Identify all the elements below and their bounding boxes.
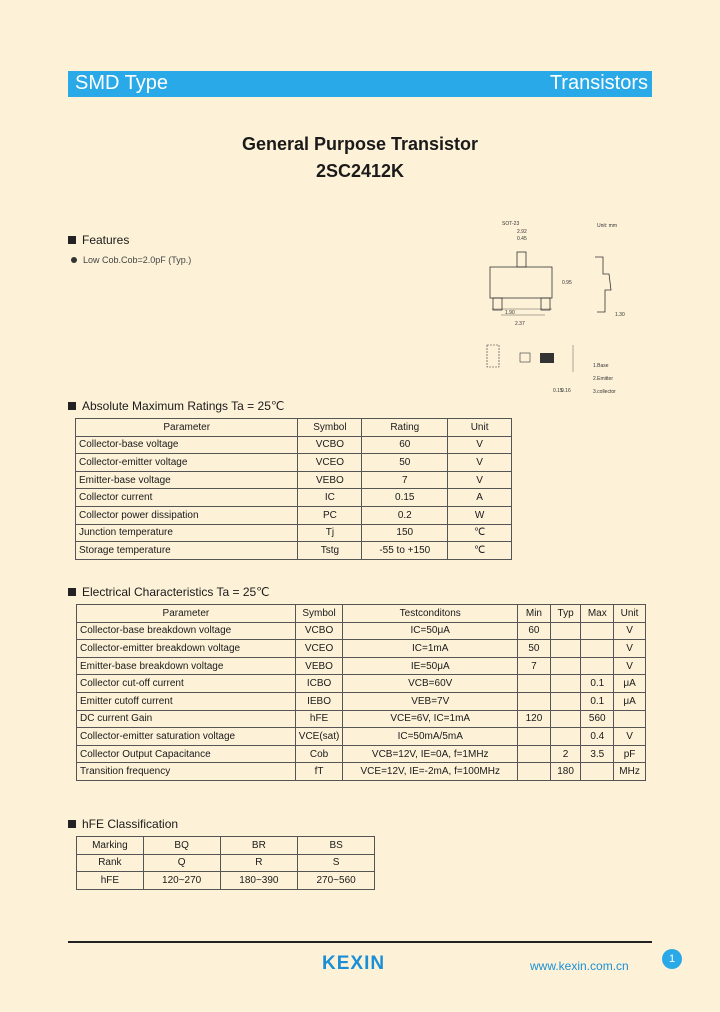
table-cell	[518, 763, 551, 781]
column-header: Max	[581, 605, 614, 623]
table-cell: Tj	[298, 524, 362, 542]
table-cell	[550, 710, 581, 728]
table-cell: Collector-base voltage	[76, 436, 298, 454]
absolute-ratings-table	[75, 418, 512, 560]
column-header: Typ	[550, 605, 581, 623]
table-cell: BR	[220, 837, 298, 855]
table-cell: VCE=6V, IC=1mA	[343, 710, 518, 728]
feature-text: Low Cob.Cob=2.0pF (Typ.)	[83, 255, 192, 265]
diagram-dim-4: 2.37	[515, 321, 525, 327]
square-bullet-icon	[68, 236, 76, 244]
table-row	[77, 657, 646, 675]
table-cell: VCE(sat)	[295, 728, 343, 746]
table-cell: Junction temperature	[76, 524, 298, 542]
table-row	[77, 675, 646, 693]
table-row	[76, 436, 512, 454]
hfe-classification-heading	[68, 817, 178, 831]
table-cell: A	[448, 489, 512, 507]
table-cell: -55 to +150	[362, 542, 448, 560]
table-cell: IC=1mA	[343, 640, 518, 658]
table-cell: Collector-emitter voltage	[76, 454, 298, 472]
table-cell: DC current Gain	[77, 710, 296, 728]
table-cell: V	[614, 657, 646, 675]
part-number: 2SC2412K	[315, 161, 405, 181]
table-cell: Collector current	[76, 489, 298, 507]
table-cell	[518, 728, 551, 746]
header-bar	[68, 71, 652, 97]
table-cell: V	[614, 728, 646, 746]
footer-divider	[68, 941, 652, 943]
table-cell: V	[614, 640, 646, 658]
table-cell: BS	[298, 837, 375, 855]
table-cell: Tstg	[298, 542, 362, 560]
table-cell: VCBO	[298, 436, 362, 454]
table-cell: 180~390	[220, 872, 298, 890]
table-row	[77, 837, 375, 855]
table-cell: ICBO	[295, 675, 343, 693]
table-row	[76, 542, 512, 560]
table-cell: μA	[614, 692, 646, 710]
table-cell: Transition frequency	[77, 763, 296, 781]
table-cell: VCEO	[295, 640, 343, 658]
diagram-unit-label: Unit: mm	[597, 223, 617, 229]
table-cell: S	[298, 854, 375, 872]
table-cell: 3.5	[581, 745, 614, 763]
table-cell: V	[448, 436, 512, 454]
table-cell: Emitter cutoff current	[77, 692, 296, 710]
table-cell: pF	[614, 745, 646, 763]
table-row	[77, 763, 646, 781]
table-cell: 50	[362, 454, 448, 472]
table-row	[76, 454, 512, 472]
table-cell: Collector-emitter saturation voltage	[77, 728, 296, 746]
square-bullet-icon	[68, 402, 76, 410]
table-cell: VCB=12V, IE=0A, f=1MHz	[343, 745, 518, 763]
elec-char-heading-label: Electrical Characteristics Ta = 25℃	[82, 585, 270, 599]
table-cell: Rank	[77, 854, 144, 872]
table-cell: 120~270	[143, 872, 220, 890]
document-title: General Purpose Transistor	[241, 134, 479, 154]
table-row	[76, 524, 512, 542]
table-cell: W	[448, 506, 512, 524]
table-cell: 60	[362, 436, 448, 454]
table-cell: IC=50mA/5mA	[343, 728, 518, 746]
electrical-characteristics-table	[76, 604, 646, 781]
company-website-link[interactable]: www.kexin.com.cn	[530, 959, 629, 973]
table-row	[77, 640, 646, 658]
table-cell: V	[448, 471, 512, 489]
table-cell	[550, 622, 581, 640]
table-cell: hFE	[77, 872, 144, 890]
round-bullet-icon	[71, 257, 77, 263]
diagram-dim-2: 0.45	[517, 236, 527, 242]
table-row	[77, 622, 646, 640]
diagram-pin-3: 3.collector	[593, 389, 616, 395]
table-cell	[518, 692, 551, 710]
feature-item	[71, 255, 191, 265]
table-cell: ℃	[448, 542, 512, 560]
table-cell: IC	[298, 489, 362, 507]
table-cell: VEB=7V	[343, 692, 518, 710]
diagram-pin-2: 2.Emitter	[593, 376, 614, 382]
table-cell	[614, 710, 646, 728]
table-cell: 180	[550, 763, 581, 781]
square-bullet-icon	[68, 820, 76, 828]
table-row	[77, 710, 646, 728]
square-bullet-icon	[68, 588, 76, 596]
features-heading	[68, 233, 129, 247]
table-cell	[581, 640, 614, 658]
diagram-package-label: SOT-23	[502, 221, 520, 227]
column-header: Symbol	[295, 605, 343, 623]
table-cell: VCBO	[295, 622, 343, 640]
table-cell: MHz	[614, 763, 646, 781]
table-cell	[518, 745, 551, 763]
company-logo: KEXIN	[322, 953, 386, 974]
header-category: SMD Type	[75, 72, 168, 94]
table-cell	[550, 657, 581, 675]
page-number-badge: 1	[662, 949, 682, 969]
table-cell: hFE	[295, 710, 343, 728]
table-row	[77, 745, 646, 763]
table-cell: 0.4	[581, 728, 614, 746]
table-cell: Collector cut-off current	[77, 675, 296, 693]
table-cell	[550, 640, 581, 658]
hfe-classification-table	[76, 836, 375, 890]
table-cell: Storage temperature	[76, 542, 298, 560]
table-cell: VCE=12V, IE=-2mA, f=100MHz	[343, 763, 518, 781]
table-cell: R	[220, 854, 298, 872]
table-cell: 7	[518, 657, 551, 675]
column-header: Rating	[362, 419, 448, 437]
table-cell: 50	[518, 640, 551, 658]
table-row	[77, 872, 375, 890]
abs-ratings-heading-label: Absolute Maximum Ratings Ta = 25℃	[82, 399, 285, 413]
table-cell: Emitter-base breakdown voltage	[77, 657, 296, 675]
column-header: Parameter	[77, 605, 296, 623]
table-cell: Collector power dissipation	[76, 506, 298, 524]
table-cell	[550, 728, 581, 746]
table-cell: 0.1	[581, 692, 614, 710]
table-cell	[581, 763, 614, 781]
table-cell: 0.1	[581, 675, 614, 693]
table-cell: 120	[518, 710, 551, 728]
table-cell: IEBO	[295, 692, 343, 710]
table-cell: Marking	[77, 837, 144, 855]
diagram-pin-1: 1.Base	[593, 363, 609, 369]
table-cell: 0.15	[362, 489, 448, 507]
table-cell: 7	[362, 471, 448, 489]
table-cell: VCB=60V	[343, 675, 518, 693]
table-header-row	[77, 605, 646, 623]
diagram-dim-7: 0.15	[553, 388, 563, 394]
table-cell	[550, 675, 581, 693]
diagram-dim-8: 0.16	[561, 388, 571, 394]
column-header: Symbol	[298, 419, 362, 437]
table-cell: 0.2	[362, 506, 448, 524]
table-row	[77, 854, 375, 872]
package-outline-diagram	[465, 212, 655, 402]
table-cell: VCEO	[298, 454, 362, 472]
table-cell: 270~560	[298, 872, 375, 890]
diagram-dim-1: 2.92	[517, 229, 527, 235]
features-heading-label: Features	[82, 233, 130, 247]
table-cell: Collector-base breakdown voltage	[77, 622, 296, 640]
table-cell: BQ	[143, 837, 220, 855]
table-cell: V	[448, 454, 512, 472]
table-cell: Cob	[295, 745, 343, 763]
table-cell: Collector Output Capacitance	[77, 745, 296, 763]
column-header: Parameter	[76, 419, 298, 437]
column-header: Testconditons	[343, 605, 518, 623]
table-row	[77, 692, 646, 710]
diagram-dim-6: 1.30	[615, 312, 625, 318]
table-cell: VEBO	[298, 471, 362, 489]
table-cell	[518, 675, 551, 693]
table-cell: 2	[550, 745, 581, 763]
table-cell	[550, 692, 581, 710]
elec-char-heading	[68, 585, 270, 599]
table-row	[76, 471, 512, 489]
table-row	[76, 506, 512, 524]
table-cell: Collector-emitter breakdown voltage	[77, 640, 296, 658]
table-cell	[581, 622, 614, 640]
table-cell	[581, 657, 614, 675]
table-cell: fT	[295, 763, 343, 781]
table-cell: Q	[143, 854, 220, 872]
table-cell: V	[614, 622, 646, 640]
table-cell: VEBO	[295, 657, 343, 675]
table-cell: IC=50μA	[343, 622, 518, 640]
hfe-heading-label: hFE Classification	[82, 817, 179, 831]
table-cell: μA	[614, 675, 646, 693]
table-cell: Emitter-base voltage	[76, 471, 298, 489]
diagram-dim-3: 1.90	[505, 310, 515, 316]
abs-ratings-heading	[68, 399, 284, 413]
diagram-dim-5: 0.95	[562, 280, 572, 286]
table-row	[77, 728, 646, 746]
table-row	[76, 489, 512, 507]
table-cell: ℃	[448, 524, 512, 542]
table-cell: 60	[518, 622, 551, 640]
table-header-row	[76, 419, 512, 437]
column-header: Min	[518, 605, 551, 623]
table-cell: IE=50μA	[343, 657, 518, 675]
table-cell: 150	[362, 524, 448, 542]
column-header: Unit	[448, 419, 512, 437]
table-cell: 560	[581, 710, 614, 728]
table-cell: PC	[298, 506, 362, 524]
column-header: Unit	[614, 605, 646, 623]
header-product-type: Transistors	[549, 72, 648, 94]
